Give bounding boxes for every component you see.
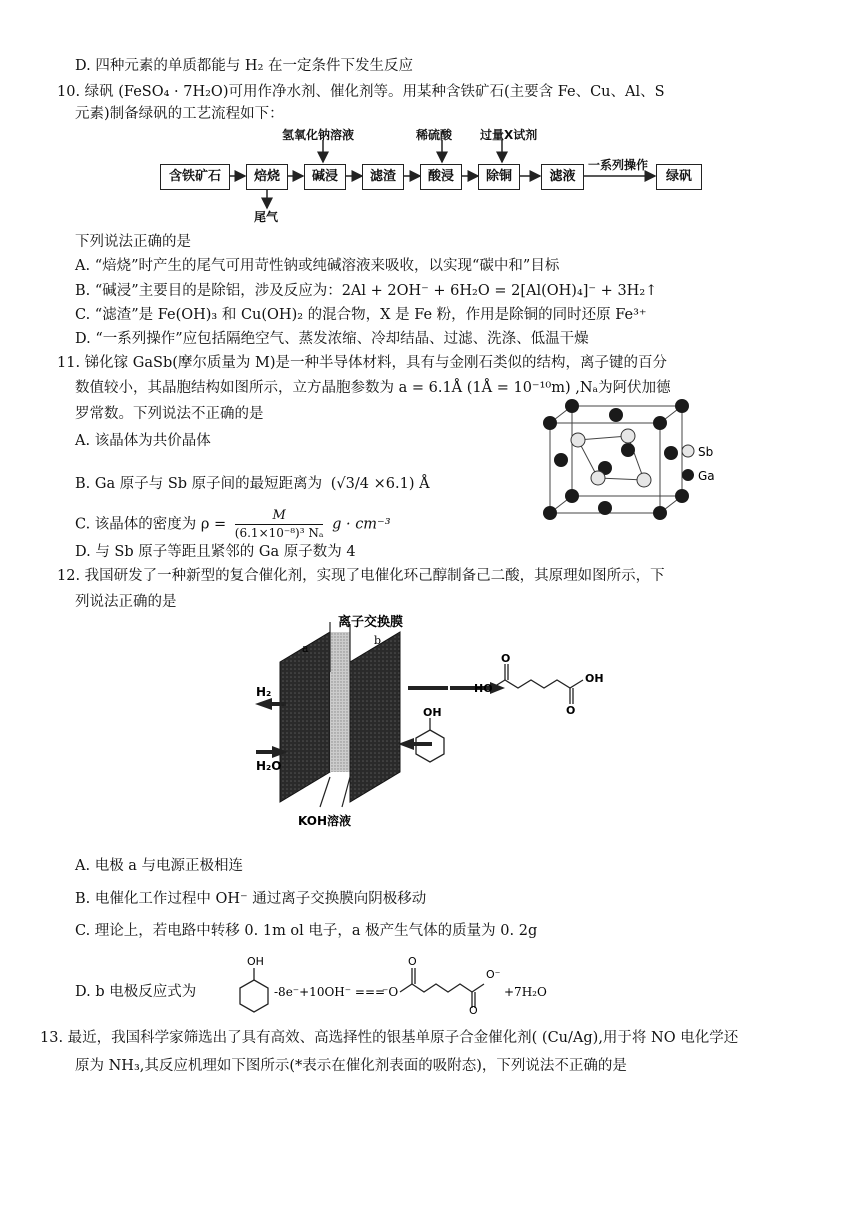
q11-density-denominator: (6.1×10⁻⁸)³ Nₐ [234,526,324,540]
q10-prompt: 下列说法正确的是 [75,234,191,250]
flow-series-operation: 一系列操作 [588,158,649,172]
q13-stem-line2: 原为 NH₃,其反应机理如下图所示(*表示在催化剂表面的吸附态)，下列说法不正确的是 [75,1058,627,1074]
adipic-ho: HO [474,682,493,695]
eq-o-bottom: O [469,1004,478,1017]
electrode-a-label: a [302,642,309,655]
q11-option-b-text [75,474,430,494]
q11-option-a: A. 该晶体为共价晶体 [75,433,211,449]
eq-cyclohexanol-oh: OH [247,955,264,968]
q11-stem-line3: 罗常数。下列说法不正确的是 [75,406,264,422]
q12-stem-line1: 12. 我国研发了一种新型的复合催化剂，实现了电催化环己醇制备己二酸，其原理如图所示，下 [57,568,665,584]
electrode-b-label: b [374,634,382,647]
q13-stem-line1: 13. 最近，我国科学家筛选出了具有高效、高选择性的银基单原子合金催化剂( (Cu/Ag),用于将 NO 电化学还 [40,1030,739,1046]
q11-crystal-cell-figure [540,398,720,518]
eq-o-minus: O⁻ [486,968,501,981]
flow-step-ore: 含铁矿石 [160,164,230,190]
h2o-label: H₂O [256,759,282,773]
q12-option-d-prefix: D. b 电极反应式为 [75,984,197,1000]
flow-step-remove-cu: 除铜 [478,164,520,190]
q11-stem-line1: 11. 锑化镓 GaSb(摩尔质量为 M)是一种半导体材料，具有与金刚石类似的结构，离子键的百分 [57,355,667,371]
h2-label: H₂ [256,685,272,699]
q10-option-b: B. “碱浸”主要目的是除铝，涉及反应为：2Al + 2OH⁻ + 6H₂O = 2[Al(OH)₄]⁻ + 3H₂↑ [75,283,658,299]
flow-step-roast: 焙烧 [246,164,288,190]
flow-step-filtrate: 滤液 [541,164,584,190]
adipic-chain [492,680,583,688]
q11-density-numerator: M [235,508,324,525]
q10-stem-line1: 10. 绿矾 (FeSO₄ · 7H₂O)可用作净水剂、催化剂等。用某种含铁矿石(主要含 Fe、Cu、Al、S [57,84,665,100]
cyclohexanol-oh: OH [423,706,442,719]
q10-option-a: A. “焙烧”时产生的尾气可用苛性钠或纯碱溶液来吸收，以实现“碳中和”目标 [75,258,560,274]
eq-cyclohexanol-ring [240,980,268,1012]
q10-process-flow [150,126,710,226]
flow-reagent-acid: 稀硫酸 [416,128,453,142]
eq-o-left: ⁻O [382,985,399,999]
membrane-label: 离子交换膜 [338,615,404,630]
flow-reagent-naoh: 氢氧化钠溶液 [282,128,355,142]
adipic-oh: OH [585,672,604,685]
legend-ga: Ga [698,469,715,483]
q12-option-d-equation [232,952,562,1017]
q12-option-b: B. 电催化工作过程中 OH⁻ 通过离子交换膜向阴极移动 [75,891,427,907]
q11-option-c-text [75,508,391,541]
q11-density-unit: g · cm⁻³ [332,516,391,533]
koh-label: KOH溶液 [298,814,352,828]
q12-option-a: A. 电极 a 与电源正极相连 [75,858,244,874]
q11-option-b-expr: (√3/4 ×6.1) Å [330,476,430,492]
adipic-o-bottom: O [566,704,576,717]
q12-electrolysis-figure [250,612,630,828]
q10-option-d: D. “一系列操作”应包括隔绝空气、蒸发浓缩、冷却结晶、过滤、洗涤、低温干燥 [75,331,589,347]
q11-stem-line2: 数值较小，其晶胞结构如图所示，立方晶胞参数为 a = 6.1Å (1Å = 10⁻¹⁰m) ,Nₐ为阿伏加德 [75,380,671,396]
eq-end-term: +7H₂O [504,985,547,999]
q9-option-d: D. 四种元素的单质都能与 H₂ 在一定条件下发生反应 [75,58,414,74]
q11-option-b-prefix: B. Ga 原子与 Sb 原子间的最短距离为 [75,476,323,492]
flow-tail-gas: 尾气 [254,210,279,224]
eq-o-top: O [408,955,417,968]
flow-reagent-x: 过量X试剂 [480,128,538,142]
legend-sb: Sb [698,445,714,459]
q11-option-c-prefix: C. 该晶体的密度为 ρ = [75,516,227,533]
flow-step-product: 绿矾 [656,164,702,190]
flow-step-alkali-leach: 碱浸 [304,164,346,190]
q12-option-c: C. 理论上，若电路中转移 0. 1m ol 电子，a 极产生气体的质量为 0. 2g [75,923,538,939]
q10-stem-line2: 元素)制备绿矾的工艺流程如下： [75,106,284,122]
q10-option-c: C. “滤渣”是 Fe(OH)₃ 和 Cu(OH)₂ 的混合物，X 是 Fe 粉，作用是除铜的同时还原 Fe³⁺ [75,307,647,323]
eq-middle-term: -8e⁻+10OH⁻ === [274,985,386,999]
q12-stem-line2: 列说法正确的是 [75,594,177,610]
q11-density-fraction [235,508,324,541]
adipic-o-top: O [501,652,511,665]
flow-step-residue: 滤渣 [362,164,404,190]
eq-adipate-chain [400,984,484,992]
q11-option-d: D. 与 Sb 原子等距且紧邻的 Ga 原子数为 4 [75,544,356,560]
flow-step-acid-leach: 酸浸 [420,164,462,190]
